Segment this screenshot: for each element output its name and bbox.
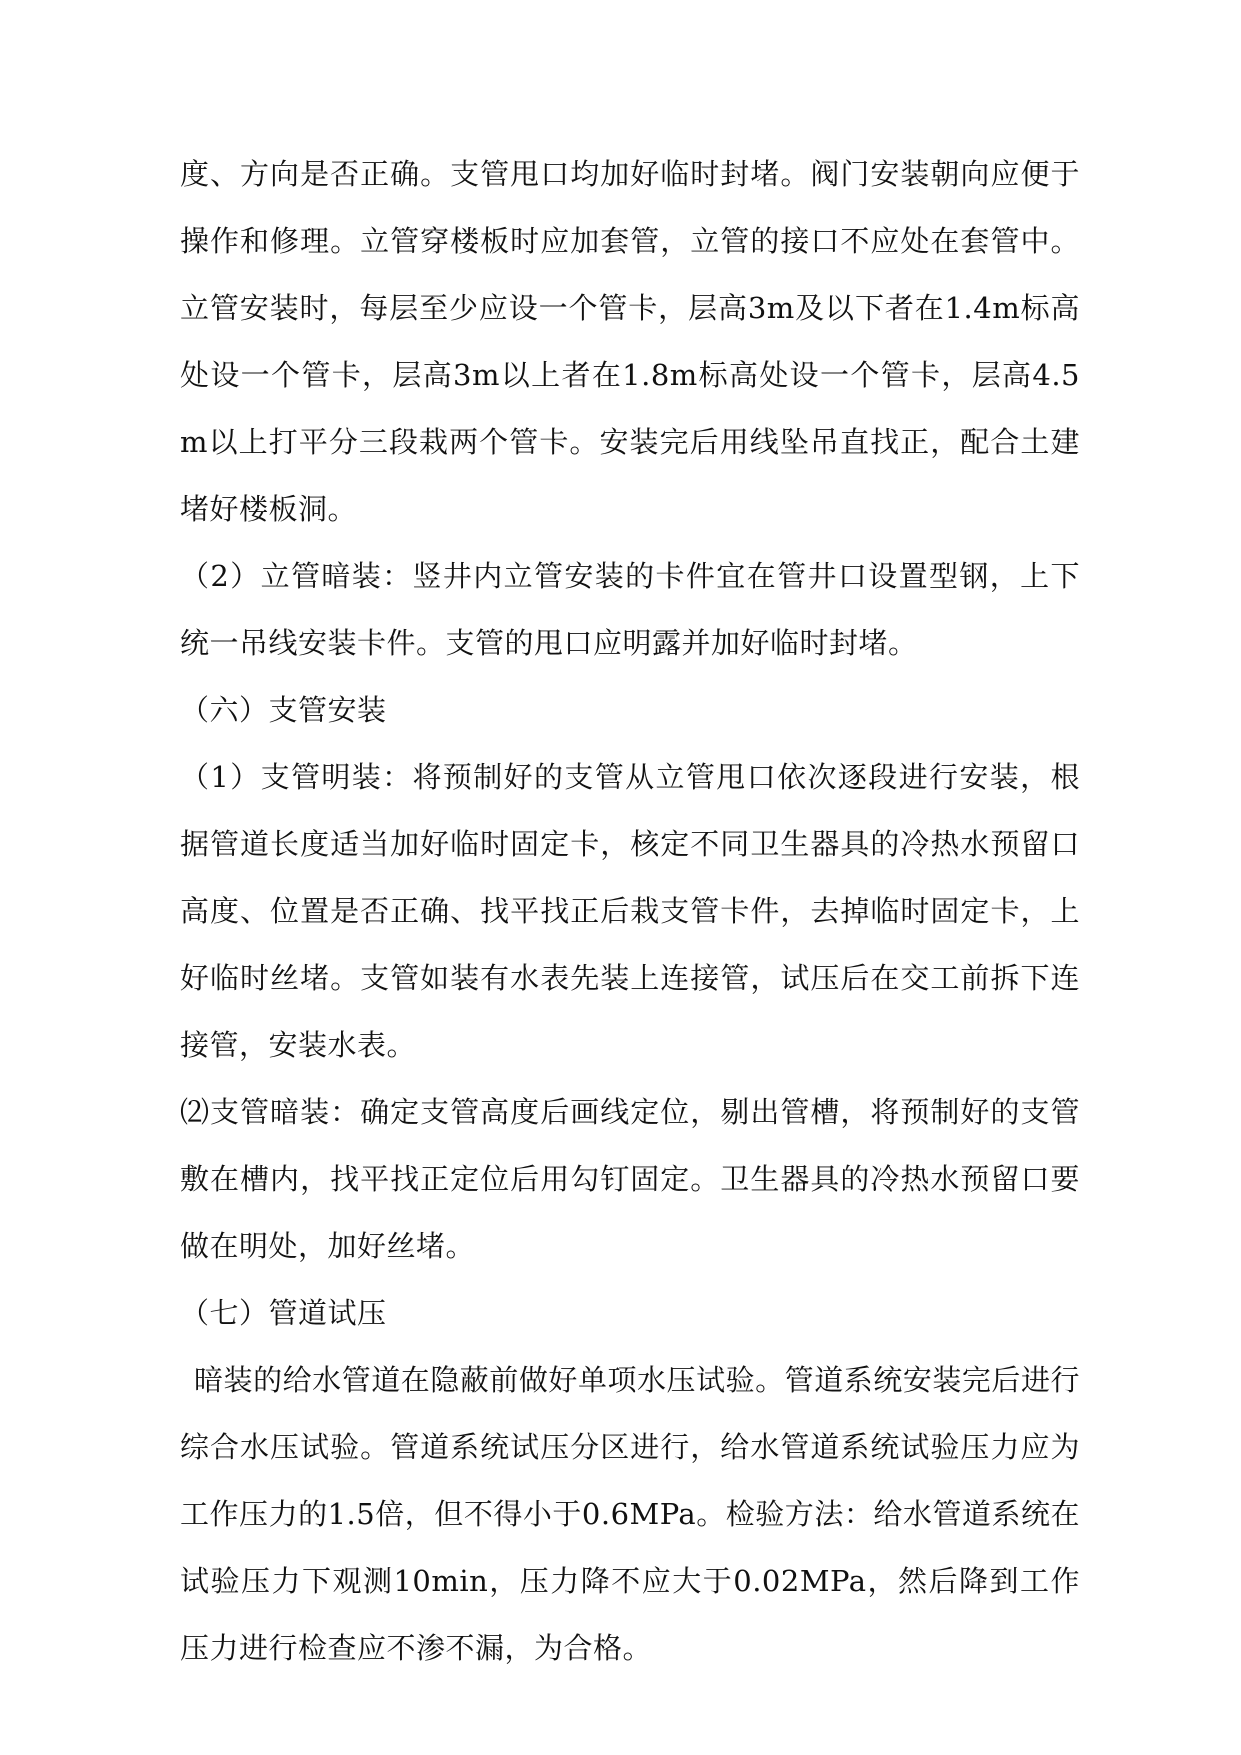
paragraph-branch-concealed: ⑵支管暗装：确定支管高度后画线定位，剔出管槽，将预制好的支管敷在槽内，找平找正定位后用勾钉固定。卫生器具的冷热水预留口要做在明处，加好丝堵。: [180, 1095, 1080, 1263]
paragraph-riser-exposed-continued: 度、方向是否正确。支管甩口均加好临时封堵。阀门安装朝向应便于操作和修理。立管穿楼板时应加套管，立管的接口不应处在套管中。立管安装时，每层至少应设一个管卡，层高3m及以下者在1.4m标高处设一个管卡，层高3m以上者在1.8m标高处设一个管卡，层高4.5m以上打平分三段栽两个管卡。安装完后用线坠吊直找正，配合土建堵好楼板洞。: [180, 157, 1080, 526]
paragraph-branch-exposed: （1）支管明装：将预制好的支管从立管甩口依次逐段进行安装，根据管道长度适当加好临时固定卡，核定不同卫生器具的冷热水预留口高度、位置是否正确、找平找正后栽支管卡件，去掉临时固定卡，上好临时丝堵。支管如装有水表先装上连接管，试压后在交工前拆下连接管，安装水表。: [180, 760, 1080, 1062]
paragraph-pressure-test: 暗装的给水管道在隐蔽前做好单项水压试验。管道系统安装完后进行综合水压试验。管道系统试压分区进行，给水管道系统试验压力应为工作压力的1.5倍，但不得小于0.6MPa。检验方法：给水管道系统在试验压力下观测10min，压力降不应大于0.02MPa，然后降到工作压力进行检查应不渗不漏，为合格。: [180, 1363, 1080, 1665]
paragraph-riser-concealed: （2）立管暗装：竖井内立管安装的卡件宜在管井口设置型钢，上下统一吊线安装卡件。支管的甩口应明露并加好临时封堵。: [180, 559, 1080, 660]
section-heading-pressure-test: （七）管道试压: [180, 1296, 387, 1330]
document-body: [180, 141, 1080, 1682]
section-heading-branch-install: （六）支管安装: [180, 693, 387, 727]
